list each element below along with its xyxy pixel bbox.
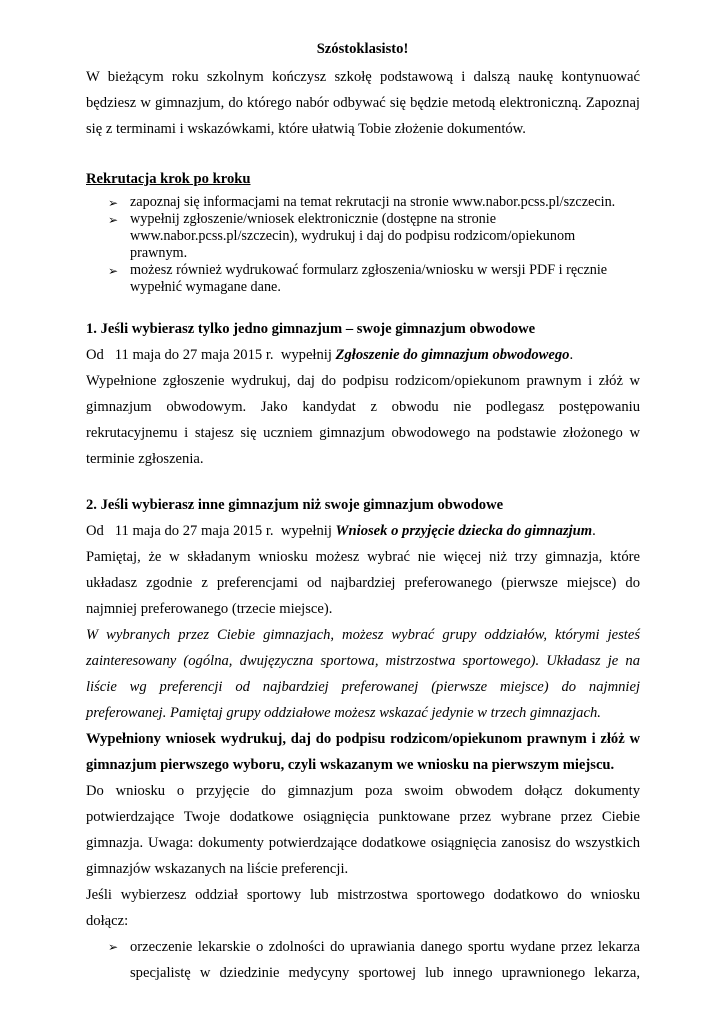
section-2-bold-line: gimnazjum pierwszego wyboru, czyli wskazanym we wniosku na pierwszym miejscu. [86,757,615,773]
period: . [569,347,574,363]
steps-heading: Rekrutacja krok po kroku [86,171,251,187]
list-item: zapoznaj się informacjami na temat rekrutacji na stronie www.nabor.pcss.pl/szczecin. [130,194,616,210]
section-2-heading: 2. Jeśli wybierasz inne gimnazjum niż swoje gimnazjum obwodowe [86,497,504,513]
section-2-line: gimnazja. Uwaga: dokumenty potwierdzające dodatkowe osiągnięcia zanosisz do wszystkich [86,835,640,851]
section-2-italic-line: W wybranych przez Ciebie gimnazjach, możesz wybrać grupy oddziałów, którymi jesteś [86,627,640,643]
intro-line: będziesz w gimnazjum, do którego nabór odbywać się będzie metodą elektroniczną. Zapoznaj [86,95,640,111]
form-name-wniosek: Wniosek o przyjęcie dziecka do gimnazjum [335,523,593,539]
form-name-zgloszenie: Zgłoszenie do gimnazjum obwodowego [335,347,570,363]
arrow-bullet-icon: ➢ [108,940,119,954]
section-1-line: gimnazjum obwodowym. Jako kandydat z obwodu nie podlegasz postępowaniu [86,399,640,415]
arrow-bullet-icon: ➢ [108,264,119,278]
intro-line: W bieżącym roku szkolnym kończysz szkołę podstawową i dalszą naukę kontynuować [86,69,640,85]
list-item: wypełnij zgłoszenie/wniosek elektronicznie (dostępne na stronie [130,211,497,227]
section-2-bold-line: Wypełniony wniosek wydrukuj, daj do podpisu rodzicom/opiekunom prawnym i złóż w [86,731,640,747]
section-2-line: Jeśli wybierzesz oddział sportowy lub mistrzostwa sportowego dodatkowo do wniosku [86,887,640,903]
list-item: orzeczenie lekarskie o zdolności do uprawiania danego sportu wydane przez lekarza [130,939,640,955]
section-1-heading: 1. Jeśli wybierasz tylko jedno gimnazjum – swoje gimnazjum obwodowe [86,321,536,337]
section-1-line [86,346,640,364]
section-2-line: dołącz: [86,913,129,929]
section-1-date-text: Od 11 maja do 27 maja 2015 r. wypełnij [86,347,336,363]
section-1-line: terminie zgłoszenia. [86,451,204,467]
section-2-line: najmniej preferowanego (trzecie miejsce). [86,601,333,617]
period: . [592,523,596,539]
section-2-italic-line: liście wg preferencji od najbardziej preferowanej (pierwsze miejsce) do najmniej [86,679,640,695]
section-1-line: rekrutacyjnemu i stajesz się uczniem gimnazjum obwodowego na podstawie złożonego w [86,425,640,441]
section-2-italic-line: preferowanej. Pamiętaj grupy oddziałowe możesz wskazać jedynie w trzech gimnazjach. [86,705,601,721]
list-item: możesz również wydrukować formularz zgłoszenia/wniosku w wersji PDF i ręcznie [130,262,608,278]
section-2-line: potwierdzające Twoje dodatkowe osiągnięcia punktowane przez wybrane przez Ciebie [86,809,640,825]
arrow-bullet-icon: ➢ [108,196,119,210]
section-2-line: gimnazjów wskazanych na liście preferencji. [86,861,349,877]
list-item-continuation: prawnym. [130,245,188,261]
section-2-italic-line: zainteresowany (ogólna, dwujęzyczna sportowa, mistrzostwa sportowego). Układasz je na [86,653,640,669]
section-2-line: Pamiętaj, że w składanym wniosku możesz wybrać nie więcej niż trzy gimnazja, które [86,549,640,565]
section-1-line: Wypełnione zgłoszenie wydrukuj, daj do podpisu rodzicom/opiekunom prawnym i złóż w [86,373,640,389]
intro-line: się z terminami i wskazówkami, które ułatwią Tobie złożenie dokumentów. [86,121,526,137]
page-title: Szóstoklasisto! [316,41,409,57]
section-2-line [86,522,640,540]
section-2-line: układasz zgodnie z preferencjami od najbardziej preferowanego (pierwsze miejsce) do [86,575,640,591]
list-item-continuation: wypełnić wymagane dane. [130,279,281,295]
arrow-bullet-icon: ➢ [108,213,119,227]
list-item-continuation: www.nabor.pcss.pl/szczecin), wydrukuj i daj do podpisu rodzicom/opiekunom [130,228,576,244]
list-item-continuation: specjalistę w dziedzinie medycyny sportowej lub innego uprawnionego lekarza, [130,965,640,981]
section-2-date-text: Od 11 maja do 27 maja 2015 r. wypełnij [86,523,336,539]
section-2-line: Do wniosku o przyjęcie do gimnazjum poza swoim obwodem dołącz dokumenty [86,783,640,799]
